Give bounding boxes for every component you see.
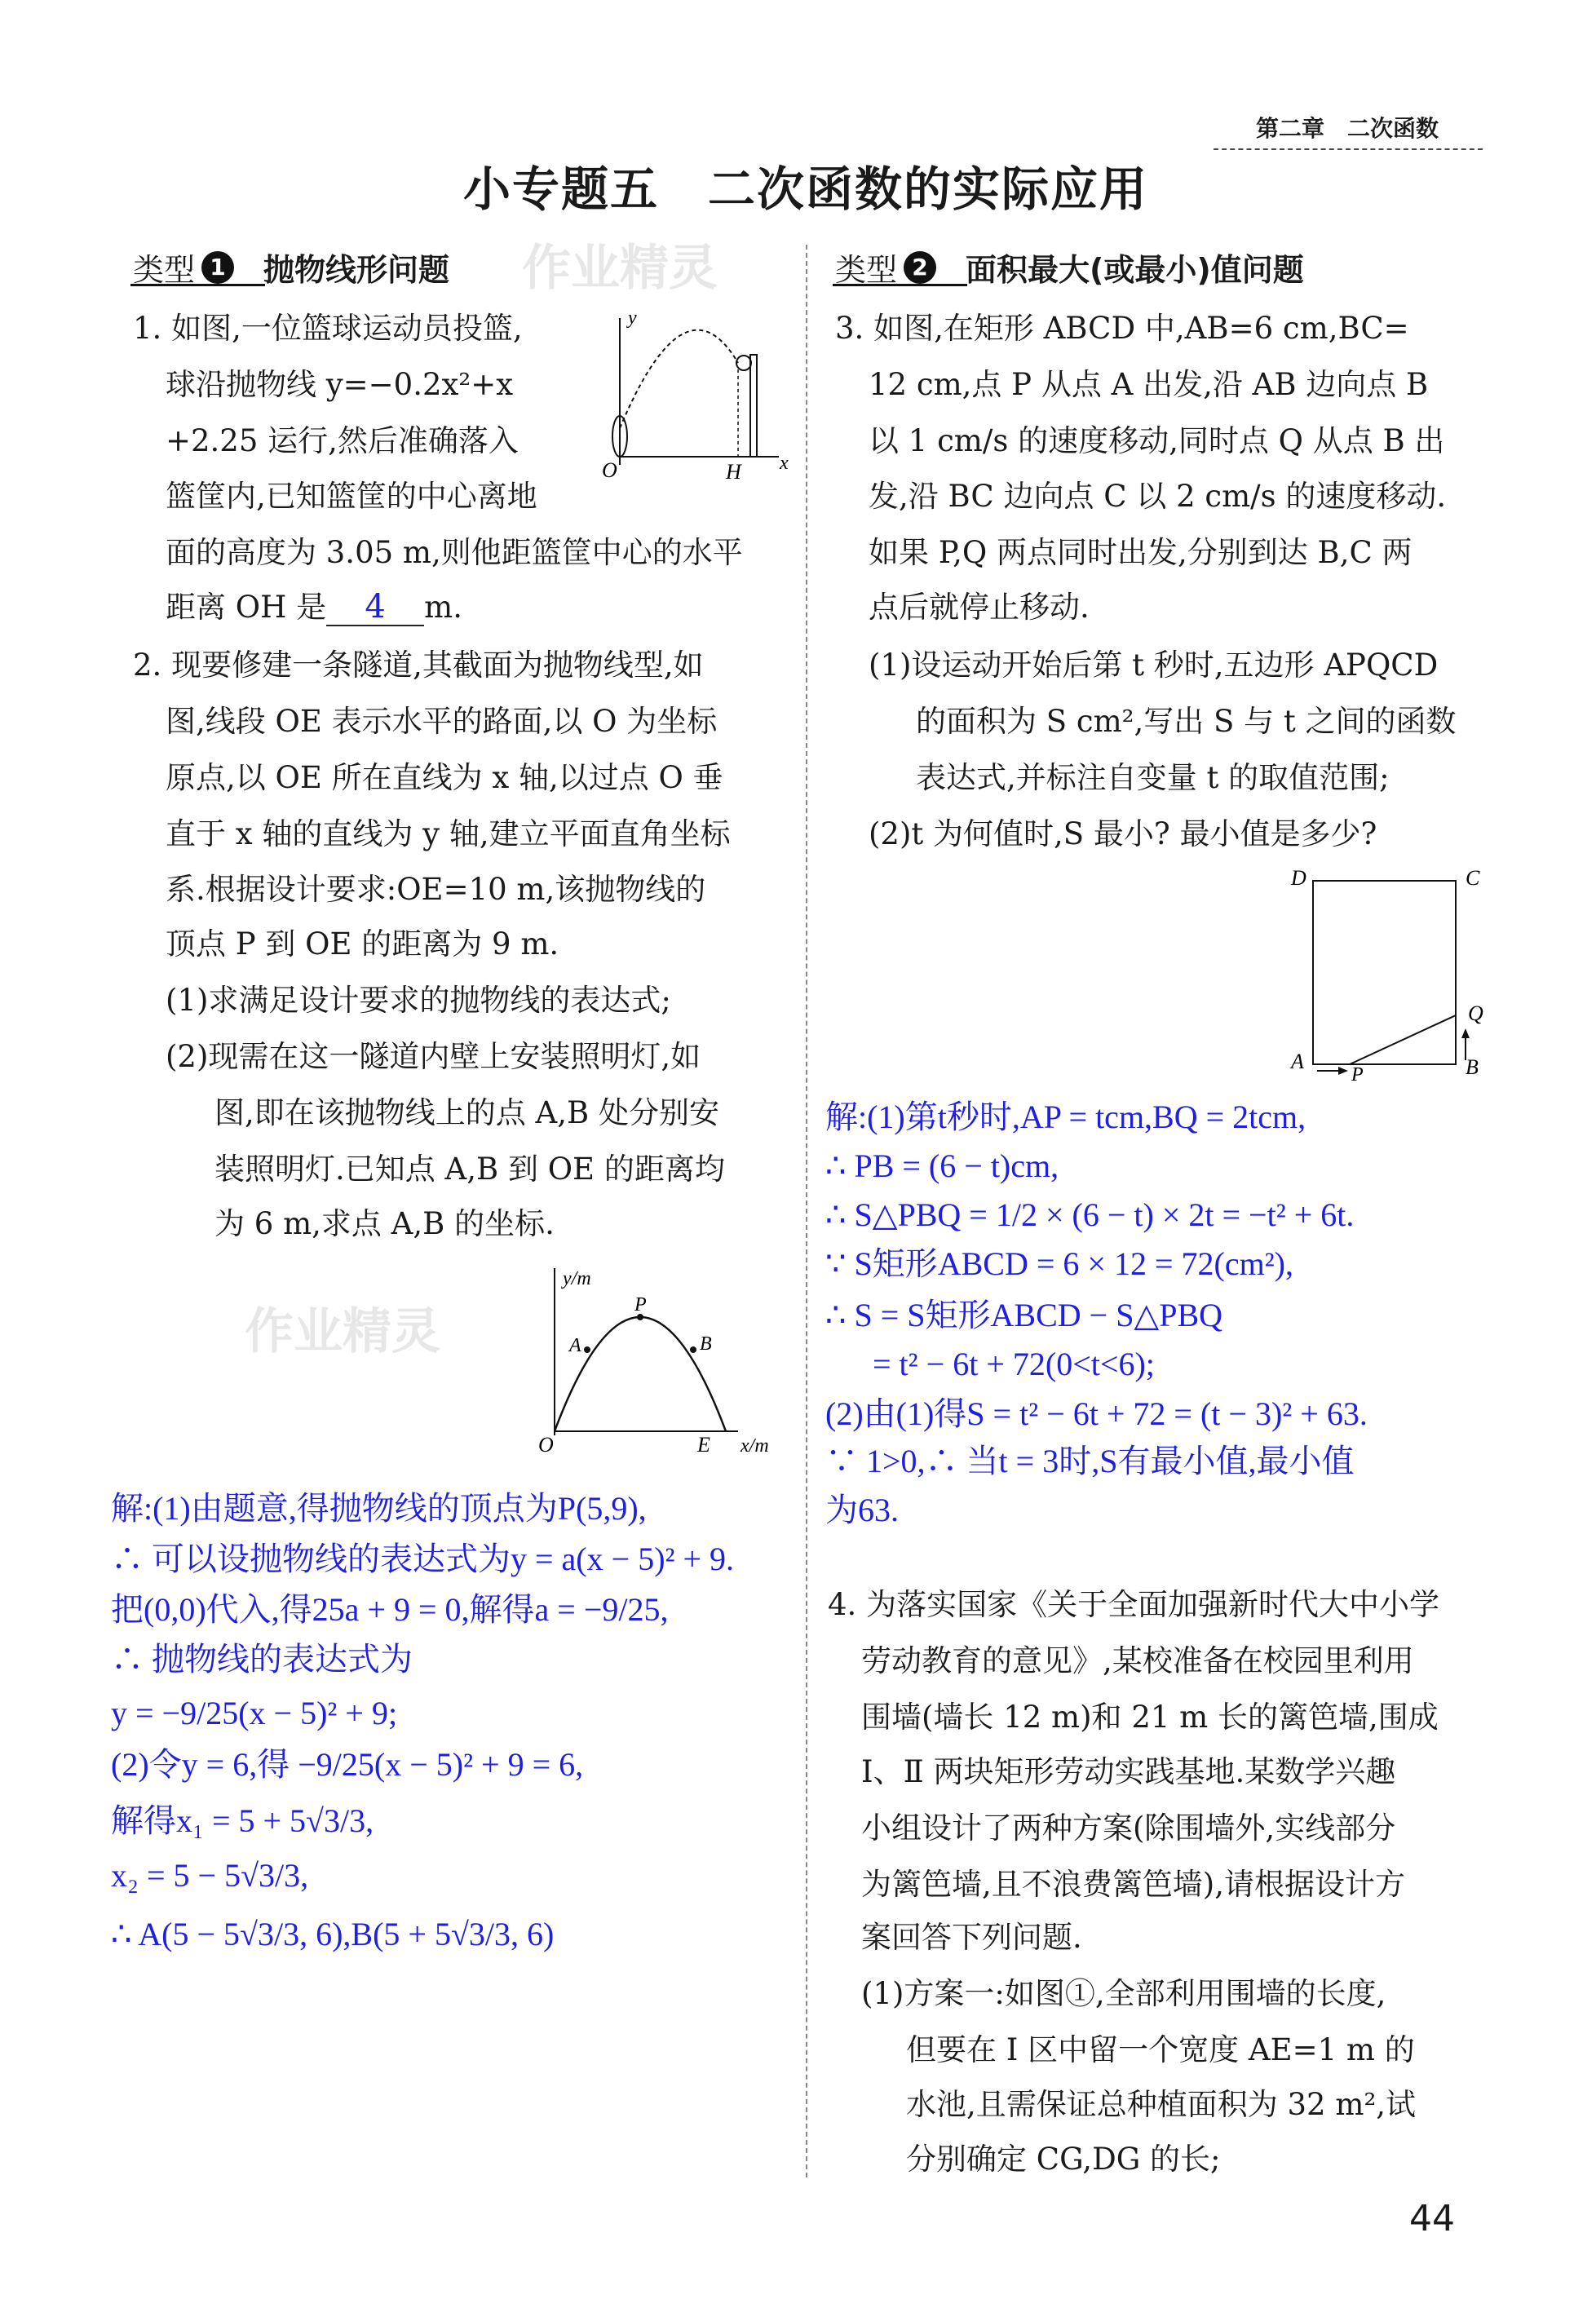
point-h-label: H	[726, 460, 741, 484]
right-lines-line: 发,沿 BC 边向点 C 以 2 cm/s 的速度移动.	[869, 479, 1447, 514]
type-tag: 类型	[835, 252, 898, 288]
left-solution-line: y = −9/25(x − 5)² + 9;	[111, 1695, 398, 1731]
left-solution-line: 把(0,0)代入,得25a + 9 = 0,解得a = −9/25,	[111, 1591, 669, 1628]
type-topic: 面积最大(或最小)值问题	[966, 252, 1304, 288]
origin-label: O	[602, 458, 617, 482]
type-underline	[833, 284, 967, 286]
right-lines-line: 点后就停止移动.	[869, 590, 1090, 625]
type-topic: 抛物线形问题	[263, 252, 450, 288]
left-solution-line: (2)令y = 6,得 −9/25(x − 5)² + 9 = 6,	[111, 1746, 584, 1783]
chapter-header: 第二章 二次函数	[1256, 115, 1439, 142]
right-lines-line: (1)设运动开始后第 t 秒时,五边形 APQCD	[869, 648, 1439, 683]
left-lines-line: 2. 现要修建一条隧道,其截面为抛物线型,如	[133, 648, 704, 683]
type-2-heading	[835, 245, 1304, 290]
point-p-label: P	[1351, 1064, 1364, 1085]
right-solution-line: 为63.	[825, 1492, 899, 1528]
left-lines-line: 为 6 m,求点 A,B 的坐标.	[214, 1206, 555, 1241]
q1-suffix: m.	[424, 590, 462, 625]
left-lines-line: 图,线段 OE 表示水平的路面,以 O 为坐标	[166, 704, 718, 739]
q1-answer-line	[166, 583, 462, 632]
basketball-figure	[595, 306, 791, 489]
point-q-label: Q	[1468, 1001, 1483, 1025]
left-lines-line: +2.25 运行,然后准确落入	[166, 423, 519, 458]
left-lines-line: 1. 如图,一位篮球运动员投篮,	[133, 311, 523, 346]
tunnel-figure	[530, 1260, 791, 1464]
q4-lines-line: Ⅰ、Ⅱ 两块矩形劳动实践基地.某数学兴趣	[861, 1754, 1396, 1789]
left-lines-line: 图,即在该抛物线上的点 A,B 处分别安	[214, 1095, 719, 1130]
right-solution-line: ∴ S = S矩形ABCD − S△PBQ	[825, 1297, 1223, 1333]
left-solution-line: 解得x₁ = 5 + 5√3/3,	[111, 1802, 374, 1839]
point-b-label: B	[1466, 1055, 1479, 1079]
x-axis-label: x/m	[741, 1435, 769, 1457]
q4-lines-line: 水池,且需保证总种植面积为 32 m²,试	[906, 2087, 1417, 2122]
right-lines-line: 12 cm,点 P 从点 A 出发,沿 AB 边向点 B	[869, 367, 1429, 402]
point-a-label: A	[1291, 1050, 1304, 1073]
left-lines-line: 面的高度为 3.05 m,则他距篮筐中心的水平	[166, 535, 743, 570]
left-solution-line: ∴ 可以设抛物线的表达式为y = a(x − 5)² + 9.	[111, 1541, 735, 1577]
left-solution-line: x₂ = 5 − 5√3/3,	[111, 1857, 309, 1894]
q4-lines-line: 4. 为落实国家《关于全面加强新时代大中小学	[828, 1587, 1440, 1622]
point-d-label: D	[1291, 866, 1306, 890]
page-title: 小专题五 二次函数的实际应用	[462, 161, 1148, 217]
watermark: 作业精灵	[522, 240, 718, 297]
right-solution-line: ∴ PB = (6 − t)cm,	[825, 1147, 1059, 1184]
type-1-heading	[133, 245, 449, 290]
left-lines-line: 顶点 P 到 OE 的距离为 9 m.	[166, 926, 559, 962]
page-number: 44	[1409, 2198, 1455, 2239]
right-solution-line: 解:(1)第t秒时,AP = tcm,BQ = 2tcm,	[825, 1099, 1306, 1135]
point-c-label: C	[1466, 866, 1480, 890]
origin-label: O	[538, 1433, 554, 1457]
q4-lines-line: 但要在 Ⅰ 区中留一个宽度 AE=1 m 的	[906, 2032, 1415, 2067]
left-lines-line: 篮筐内,已知篮筐的中心离地	[166, 479, 537, 514]
left-lines-line: 装照明灯.已知点 A,B 到 OE 的距离均	[214, 1152, 725, 1187]
left-lines-line: 直于 x 轴的直线为 y 轴,建立平面直角坐标	[166, 816, 731, 851]
right-lines-line: 如果 P,Q 两点同时出发,分别到达 B,C 两	[869, 535, 1413, 570]
left-lines-line: (1)求满足设计要求的抛物线的表达式;	[166, 983, 671, 1018]
column-divider	[806, 245, 807, 2177]
q4-lines-line: 围墙(墙长 12 m)和 21 m 长的篱笆墙,围成	[861, 1700, 1439, 1735]
right-solution-line: ∵ 1>0,∴ 当t = 3时,S有最小值,最小值	[825, 1443, 1355, 1479]
right-lines-line: 3. 如图,在矩形 ABCD 中,AB=6 cm,BC=	[835, 311, 1409, 346]
left-solution-line: 解:(1)由题意,得抛物线的顶点为P(5,9),	[111, 1490, 647, 1527]
left-lines-line: 系.根据设计要求:OE=10 m,该抛物线的	[166, 872, 706, 907]
right-lines-line: 的面积为 S cm²,写出 S 与 t 之间的函数	[916, 704, 1457, 739]
q4-lines-line: 小组设计了两种方案(除围墙外,实线部分	[861, 1810, 1396, 1846]
q4-lines-line: 分别确定 CG,DG 的长;	[906, 2142, 1221, 2177]
left-lines-line: 球沿抛物线 y=−0.2x²+x	[166, 367, 514, 402]
left-lines-line: 原点,以 OE 所在直线为 x 轴,以过点 O 垂	[166, 760, 723, 795]
type-underline	[130, 284, 265, 286]
q4-lines-line: (1)方案一:如图①,全部利用围墙的长度,	[861, 1976, 1386, 2011]
type-tag: 类型	[133, 252, 196, 288]
q1-prefix: 距离 OH 是	[166, 590, 327, 625]
x-axis-label: x	[780, 453, 789, 474]
right-lines-line: 以 1 cm/s 的速度移动,同时点 Q 从点 B 出	[869, 423, 1445, 458]
q1-answer-blank[interactable]: 4	[326, 589, 424, 626]
q4-lines-line: 劳动教育的意见》,某校准备在校园里利用	[861, 1643, 1414, 1678]
q4-lines-line: 为篱笆墙,且不浪费篱笆墙),请根据设计方	[861, 1867, 1405, 1902]
header-divider	[1214, 148, 1483, 150]
right-solution-line: (2)由(1)得S = t² − 6t + 72 = (t − 3)² + 63.	[825, 1395, 1368, 1432]
right-lines-line: (2)t 为何值时,S 最小? 最小值是多少?	[869, 816, 1377, 851]
left-solution-line: ∴ A(5 − 5√3/3, 6),B(5 + 5√3/3, 6)	[111, 1916, 555, 1952]
rectangle-figure	[1284, 860, 1497, 1085]
point-a-label: A	[569, 1335, 581, 1356]
right-solution-line: ∵ S矩形ABCD = 6 × 12 = 72(cm²),	[825, 1245, 1294, 1282]
y-axis-label: y	[628, 307, 637, 329]
point-p-label: P	[634, 1294, 647, 1315]
right-solution-line: ∴ S△PBQ = 1/2 × (6 − t) × 2t = −t² + 6t.	[825, 1196, 1355, 1233]
q4-lines-line: 案回答下列问题.	[861, 1920, 1082, 1955]
right-solution-line: = t² − 6t + 72(0<t<6);	[873, 1346, 1155, 1382]
left-lines-line: (2)现需在这一隧道内壁上安装照明灯,如	[166, 1039, 701, 1074]
type-number-badge: 1	[201, 251, 234, 284]
type-number-badge: 2	[904, 251, 936, 284]
left-solution-line: ∴ 抛物线的表达式为	[111, 1641, 413, 1678]
watermark: 作业精灵	[245, 1303, 440, 1360]
right-lines-line: 表达式,并标注自变量 t 的取值范围;	[916, 760, 1390, 795]
y-axis-label: y/m	[563, 1268, 591, 1289]
point-e-label: E	[697, 1433, 710, 1457]
point-b-label: B	[700, 1333, 712, 1355]
